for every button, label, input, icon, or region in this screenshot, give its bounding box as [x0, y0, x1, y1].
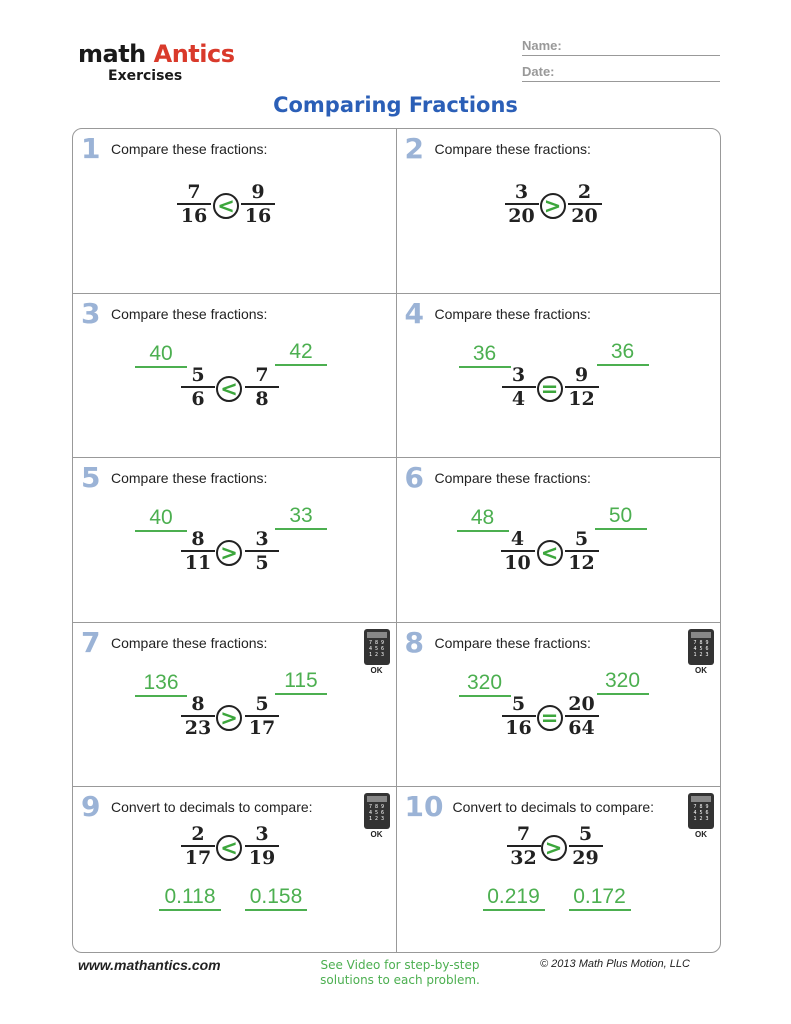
fraction-b — [245, 528, 279, 574]
comparison-symbol: = — [537, 705, 563, 731]
answer-right[interactable]: 320 — [597, 669, 649, 695]
denominator: 17 — [181, 845, 215, 869]
comparison-symbol: < — [216, 376, 242, 402]
footer-note-line1: See Video for step-by-step — [320, 958, 480, 972]
fraction-a — [502, 364, 536, 410]
footer-note — [300, 958, 500, 988]
answer-right[interactable]: 33 — [275, 504, 327, 530]
logo-math: math — [78, 40, 146, 68]
comparison-symbol: > — [540, 193, 566, 219]
comparison-symbol: < — [537, 540, 563, 566]
fraction-a — [177, 181, 211, 227]
problem-10 — [397, 787, 721, 952]
decimal-b[interactable]: 0.158 — [245, 885, 307, 911]
denominator: 4 — [502, 386, 536, 410]
problem-3 — [73, 294, 397, 459]
denominator: 6 — [181, 386, 215, 410]
problem-number: 1 — [81, 132, 101, 165]
footer-copyright: © 2013 Math Plus Motion, LLC — [540, 958, 690, 970]
fraction-a — [502, 693, 536, 739]
comparison-symbol: < — [213, 193, 239, 219]
fraction-b — [565, 693, 599, 739]
denominator: 32 — [507, 845, 541, 869]
answer-left[interactable]: 320 — [459, 671, 511, 697]
problem-5 — [73, 458, 397, 623]
logo-subtitle: Exercises — [108, 68, 183, 84]
answer-right[interactable]: 115 — [275, 669, 327, 695]
fraction-b — [565, 364, 599, 410]
calculator-icon: 7 8 9 4 5 6 1 2 3 OK — [688, 793, 714, 839]
numerator: 5 — [255, 692, 269, 715]
denominator: 12 — [565, 386, 599, 410]
numerator: 9 — [574, 363, 589, 386]
fraction-b — [565, 528, 599, 574]
denominator: 11 — [181, 550, 215, 574]
date-field[interactable] — [522, 64, 720, 82]
problem-7 — [73, 623, 397, 788]
numerator: 7 — [516, 823, 531, 846]
decimal-a[interactable]: 0.118 — [159, 885, 221, 911]
problem-number: 9 — [81, 790, 101, 824]
problem-number: 4 — [404, 296, 424, 330]
problem-prompt: Convert to decimals to compare: — [111, 799, 313, 816]
numerator: 2 — [191, 823, 205, 846]
problem-2 — [397, 129, 721, 294]
denominator: 19 — [245, 845, 279, 869]
logo-wordmark — [78, 40, 235, 68]
problem-prompt: Convert to decimals to compare: — [452, 799, 655, 816]
calculator-icon: 7 8 9 4 5 6 1 2 3 OK — [688, 629, 714, 675]
denominator: 10 — [501, 550, 535, 574]
numerator: 2 — [577, 181, 592, 203]
calculator-icon: 7 8 9 4 5 6 1 2 3 OK — [364, 629, 390, 675]
fraction-b — [245, 823, 279, 869]
fraction-a — [505, 181, 539, 227]
answer-left[interactable]: 36 — [459, 342, 511, 368]
denominator: 20 — [568, 203, 602, 227]
numerator: 8 — [191, 692, 205, 715]
numerator: 20 — [568, 692, 595, 715]
answer-right[interactable]: 42 — [275, 340, 327, 366]
decimal-a[interactable]: 0.219 — [483, 885, 545, 911]
problem-number: 6 — [404, 461, 424, 495]
problem-prompt: Compare these fractions: — [111, 470, 268, 487]
denominator: 16 — [177, 203, 211, 227]
numerator: 7 — [255, 363, 269, 386]
answer-left[interactable]: 48 — [457, 506, 509, 532]
problem-9 — [73, 787, 397, 952]
footer-url[interactable]: www.mathantics.com — [78, 957, 221, 973]
answer-left[interactable]: 136 — [135, 671, 187, 697]
decimal-b[interactable]: 0.172 — [569, 885, 631, 911]
logo — [78, 40, 235, 84]
date-label: Date: — [522, 64, 555, 79]
numerator: 9 — [251, 181, 265, 203]
fraction-a — [181, 693, 215, 739]
numerator: 3 — [511, 363, 526, 386]
answer-left[interactable]: 40 — [135, 506, 187, 532]
fraction-b — [245, 364, 279, 410]
denominator: 17 — [245, 715, 279, 739]
numerator: 4 — [510, 528, 525, 551]
problem-6 — [397, 458, 721, 623]
problem-number: 8 — [404, 625, 424, 659]
fraction-b — [568, 181, 602, 227]
comparison-symbol: > — [216, 705, 242, 731]
problem-prompt: Compare these fractions: — [434, 141, 591, 157]
denominator: 8 — [245, 386, 279, 410]
problem-prompt: Compare these fractions: — [111, 141, 268, 157]
problem-prompt: Compare these fractions: — [434, 470, 591, 487]
page-title: Comparing Fractions — [273, 93, 518, 117]
problem-grid — [72, 128, 721, 953]
answer-right[interactable]: 50 — [595, 504, 647, 530]
problem-number: 7 — [81, 625, 101, 659]
answer-left[interactable]: 40 — [135, 342, 187, 368]
name-field[interactable] — [522, 38, 720, 56]
numerator: 7 — [187, 181, 201, 203]
numerator: 5 — [578, 823, 593, 846]
problem-prompt: Compare these fractions: — [434, 305, 591, 322]
problem-number: 10 — [404, 790, 444, 824]
problem-number: 5 — [81, 461, 101, 495]
comparison-symbol: = — [537, 376, 563, 402]
fraction-a — [181, 364, 215, 410]
comparison-symbol: > — [216, 540, 242, 566]
problem-number: 2 — [404, 132, 424, 165]
comparison-symbol: > — [541, 835, 567, 861]
fraction-a — [501, 528, 535, 574]
problem-number: 3 — [81, 296, 101, 330]
footer-note-line2: solutions to each problem. — [320, 973, 480, 987]
denominator: 23 — [181, 715, 215, 739]
denominator: 64 — [565, 715, 599, 739]
numerator: 3 — [514, 181, 529, 203]
numerator: 3 — [255, 528, 269, 551]
denominator: 5 — [245, 550, 279, 574]
problem-4 — [397, 294, 721, 459]
fraction-b — [569, 823, 603, 869]
comparison-symbol: < — [216, 835, 242, 861]
fraction-b — [241, 181, 275, 227]
numerator: 8 — [191, 528, 205, 551]
denominator: 16 — [241, 203, 275, 227]
problem-8 — [397, 623, 721, 788]
problem-prompt: Compare these fractions: — [111, 634, 268, 651]
fraction-a — [507, 823, 541, 869]
name-label: Name: — [522, 38, 562, 53]
problem-prompt: Compare these fractions: — [111, 305, 268, 322]
numerator: 5 — [511, 692, 526, 715]
calculator-icon: 7 8 9 4 5 6 1 2 3 OK — [364, 793, 390, 839]
problem-prompt: Compare these fractions: — [434, 634, 591, 651]
logo-antics: Antics — [153, 40, 235, 68]
numerator: 3 — [255, 823, 269, 846]
denominator: 16 — [502, 715, 536, 739]
problem-1 — [73, 129, 397, 294]
denominator: 20 — [505, 203, 539, 227]
fraction-a — [181, 823, 215, 869]
fraction-b — [245, 693, 279, 739]
numerator: 5 — [574, 528, 589, 551]
denominator: 12 — [565, 550, 599, 574]
denominator: 29 — [569, 845, 603, 869]
answer-right[interactable]: 36 — [597, 340, 649, 366]
fraction-a — [181, 528, 215, 574]
numerator: 5 — [191, 363, 205, 386]
